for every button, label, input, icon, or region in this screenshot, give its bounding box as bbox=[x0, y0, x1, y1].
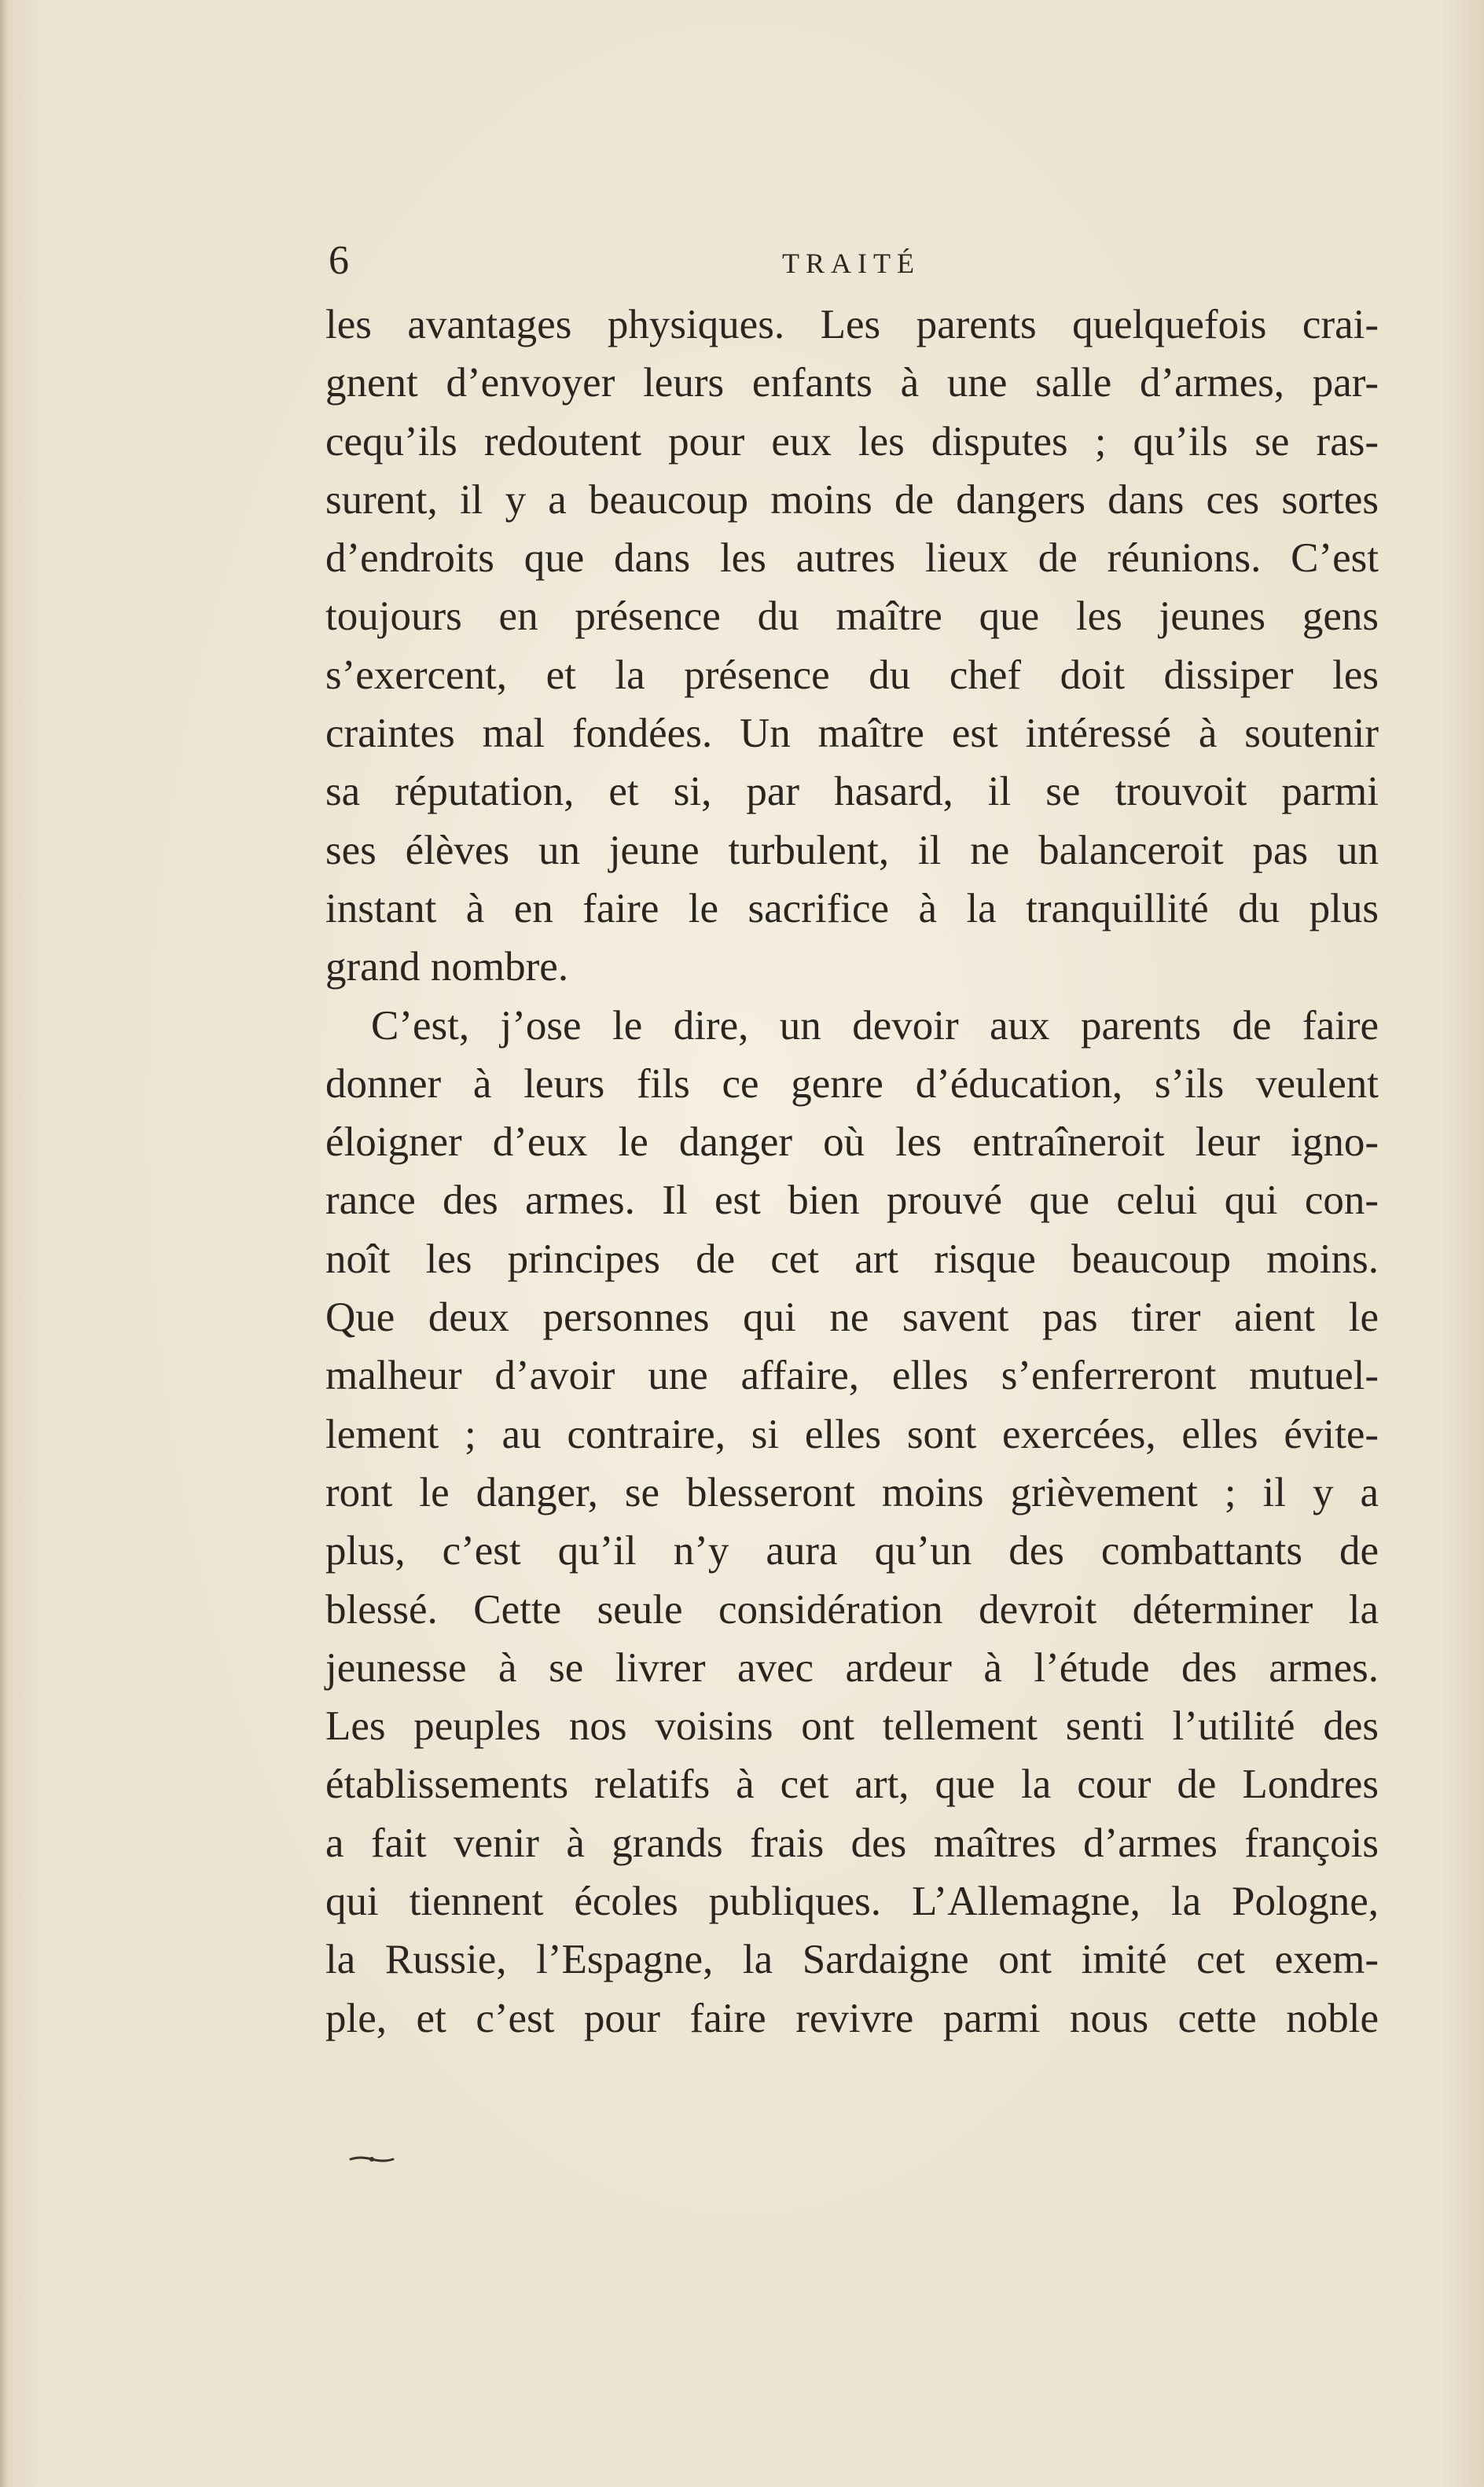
text-line: qui tiennent écoles publiques. L’Allemagne, la Pologne, bbox=[325, 1879, 1379, 1925]
page-edge-shadow bbox=[0, 0, 8, 2487]
text-line: s’exercent, et la présence du chef doit dissiper les bbox=[325, 652, 1379, 698]
text-line: noît les principes de cet art risque beaucoup moins. bbox=[325, 1236, 1379, 1282]
text-line: ses élèves un jeune turbulent, il ne balanceroit pas un bbox=[325, 827, 1379, 873]
text-line: sa réputation, et si, par hasard, il se trouvoit parmi bbox=[325, 769, 1379, 815]
page-number: 6 bbox=[329, 238, 349, 283]
text-line: donner à leurs fils ce genre d’éducation, s’ils veulent bbox=[325, 1060, 1379, 1107]
ornament-icon bbox=[349, 2155, 395, 2163]
text-line: jeunesse à se livrer avec ardeur à l’étude des armes. bbox=[325, 1644, 1379, 1691]
text-line: instant à en faire le sacrifice à la tranquillité du plus bbox=[325, 885, 1379, 931]
text-line: gnent d’envoyer leurs enfants à une salle d’armes, par- bbox=[325, 360, 1379, 406]
text-line: rance des armes. Il est bien prouvé que celui qui con- bbox=[325, 1177, 1379, 1224]
text-line: blessé. Cette seule considération devroit déterminer la bbox=[325, 1586, 1379, 1633]
text-line: établissements relatifs à cet art, que la cour de Londres bbox=[325, 1761, 1379, 1808]
paragraph-end-line: grand nombre. bbox=[325, 944, 569, 990]
body-text bbox=[325, 296, 1379, 2048]
text-line: malheur d’avoir une affaire, elles s’enferreront mutuel- bbox=[325, 1353, 1379, 1399]
text-line: toujours en présence du maître que les jeunes gens bbox=[325, 593, 1379, 640]
text-line: Les peuples nos voisins ont tellement senti l’utilité des bbox=[325, 1703, 1379, 1750]
paragraph-start-line: C’est, j’ose le dire, un devoir aux parents de faire bbox=[371, 1002, 1379, 1049]
text-line: ple, et c’est pour faire revivre parmi nous cette noble bbox=[325, 1995, 1379, 2041]
text-line: craintes mal fondées. Un maître est intéressé à soutenir bbox=[325, 711, 1379, 757]
text-line: a fait venir à grands frais des maîtres d’armes françois bbox=[325, 1820, 1379, 1866]
page-header bbox=[329, 237, 1374, 285]
running-head: TRAITÉ bbox=[782, 248, 920, 279]
text-line: ront le danger, se blesseront moins grièvement ; il y a bbox=[325, 1469, 1379, 1515]
text-line: Que deux personnes qui ne savent pas tirer aient le bbox=[325, 1295, 1379, 1341]
text-line: éloigner d’eux le danger où les entraîneroit leur igno- bbox=[325, 1119, 1379, 1166]
text-line: plus, c’est qu’il n’y aura qu’un des combattants de bbox=[325, 1528, 1379, 1574]
text-line: la Russie, l’Espagne, la Sardaigne ont imité cet exem- bbox=[325, 1937, 1379, 1983]
text-line: lement ; au contraire, si elles sont exercées, elles évite- bbox=[325, 1411, 1379, 1457]
text-line: d’endroits que dans les autres lieux de réunions. C’est bbox=[325, 535, 1379, 582]
text-line: cequ’ils redoutent pour eux les disputes ; qu’ils se ras- bbox=[325, 418, 1379, 465]
text-line: surent, il y a beaucoup moins de dangers dans ces sortes bbox=[325, 476, 1379, 523]
text-line: les avantages physiques. Les parents quelquefois crai- bbox=[325, 302, 1379, 347]
